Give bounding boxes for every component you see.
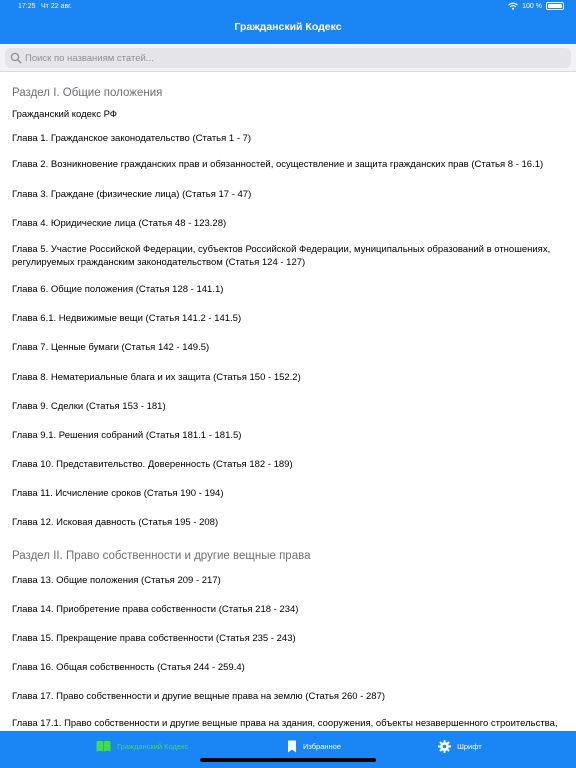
- list-item[interactable]: Глава 17.1. Право собственности и другие вещные права на здания, сооружения, объекты незавершенного строительства,: [12, 718, 558, 729]
- status-right: [508, 2, 564, 10]
- list-item[interactable]: Глава 16. Общая собственность (Статья 244 - 259.4): [12, 662, 245, 673]
- page-title: Гражданский Кодекс: [234, 21, 342, 33]
- list-item[interactable]: Глава 6. Общие положения (Статья 128 - 141.1): [12, 284, 224, 295]
- chapter-list[interactable]: [0, 73, 576, 731]
- list-item[interactable]: Глава 6.1. Недвижимые вещи (Статья 141.2 - 141.5): [12, 313, 242, 324]
- tab-label: Избранное: [303, 741, 342, 751]
- tab-civil-code[interactable]: [96, 731, 188, 761]
- wifi-icon: [508, 2, 518, 10]
- list-item[interactable]: Глава 4. Юридические лица (Статья 48 - 123.28): [12, 218, 227, 229]
- list-item[interactable]: Глава 8. Нематериальные блага и их защита (Статья 150 - 152.2): [12, 372, 301, 383]
- status-bar: [0, 0, 576, 12]
- list-item[interactable]: Глава 13. Общие положения (Статья 209 - 217): [12, 575, 221, 586]
- tab-label: Шрифт: [457, 741, 482, 751]
- search-input[interactable]: [25, 48, 555, 68]
- tab-bar: [0, 731, 576, 768]
- tab-favorites[interactable]: [287, 731, 341, 761]
- list-item[interactable]: Глава 14. Приобретение права собственности (Статья 218 - 234): [12, 604, 299, 615]
- list-item[interactable]: Глава 17. Право собственности и другие вещные права на землю (Статья 260 - 287): [12, 691, 386, 702]
- list-item[interactable]: Гражданский кодекс РФ: [12, 109, 118, 120]
- search-icon: [10, 52, 22, 64]
- list-item[interactable]: Глава 7. Ценные бумаги (Статья 142 - 149.5): [12, 342, 210, 353]
- tab-font[interactable]: [438, 731, 482, 761]
- tab-label: Гражданский Кодекс: [117, 741, 189, 751]
- gear-icon: [438, 740, 451, 753]
- section-header: Раздел II. Право собственности и другие вещные права: [12, 550, 311, 562]
- status-time: 17:25: [18, 3, 36, 10]
- list-item[interactable]: Глава 12. Исковая давность (Статья 195 - 208): [12, 517, 219, 528]
- top-bar: [0, 0, 576, 44]
- battery-icon: [546, 2, 564, 10]
- list-item[interactable]: Глава 5. Участие Российской Федерации, субъектов Российской Федерации, муниципальных образований в отношениях, регулируемых гражданским законодательством (Статья 124 - 127): [12, 244, 551, 268]
- search-bar: [0, 44, 576, 72]
- list-item[interactable]: Глава 1. Гражданское законодательство (Статья 1 - 7): [12, 133, 252, 144]
- status-date: Чт 22 авг.: [41, 3, 72, 10]
- search-box[interactable]: [5, 48, 571, 68]
- book-icon: [96, 740, 111, 752]
- home-indicator[interactable]: [200, 758, 376, 762]
- battery-percent: 100 %: [522, 2, 542, 10]
- list-item[interactable]: Глава 9. Сделки (Статья 153 - 181): [12, 401, 166, 412]
- section-header: Раздел I. Общие положения: [12, 87, 163, 99]
- list-item[interactable]: Глава 15. Прекращение права собственности (Статья 235 - 243): [12, 633, 296, 644]
- list-item[interactable]: Глава 10. Представительство. Доверенность (Статья 182 - 189): [12, 459, 293, 470]
- list-item[interactable]: Глава 3. Граждане (физические лица) (Статья 17 - 47): [12, 189, 252, 200]
- list-item[interactable]: Глава 2. Возникновение гражданских прав и обязанностей, осуществление и защита гражданских прав (Статья 8 - 16.1): [12, 159, 544, 170]
- list-item[interactable]: Глава 11. Исчисление сроков (Статья 190 - 194): [12, 488, 224, 499]
- bookmark-icon: [287, 740, 297, 753]
- list-item[interactable]: Глава 9.1. Решения собраний (Статья 181.1 - 181.5): [12, 430, 242, 441]
